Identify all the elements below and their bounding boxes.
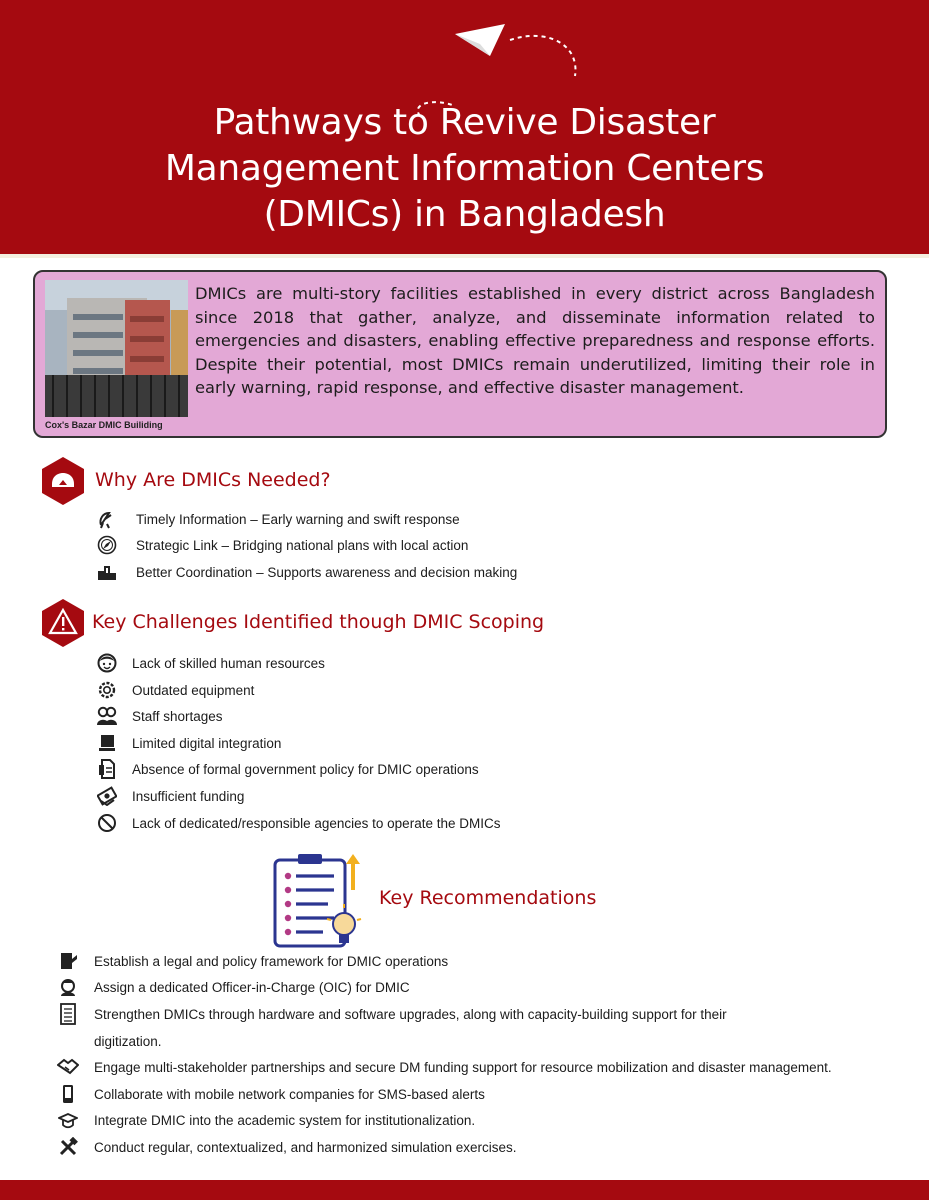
list-item (57, 1136, 516, 1158)
gear-icon (96, 679, 118, 701)
why-section-title: Why Are DMICs Needed? (95, 469, 331, 491)
header-banner (0, 0, 929, 254)
clipboard-lightbulb-icon (268, 850, 368, 950)
podium-icon (96, 561, 118, 583)
mobile-icon (57, 1083, 79, 1105)
list-item (96, 785, 244, 807)
satellite-dish-icon (96, 508, 118, 530)
intro-text: DMICs are multi-story facilities established in every district across Bangladesh since 2018 that gather, analyze, and disseminate information related to emergencies and disasters, enabling effective preparedness and response efforts. Despite their potential, most DMICs remain underutilized, limiting their role in early warning, rapid response, and effective disaster management. (195, 284, 875, 397)
photo-caption: Cox's Bazar DMIC Builiding (45, 420, 163, 430)
list-item-label: Lack of dedicated/responsible agencies to operate the DMICs (132, 815, 501, 831)
list-item-label: Better Coordination – Supports awareness and decision making (136, 564, 518, 580)
list-item (96, 561, 517, 583)
list-item (57, 1056, 832, 1078)
money-icon (96, 785, 118, 807)
graduation-icon (57, 1109, 79, 1131)
list-item (57, 1109, 475, 1131)
list-item-label: Integrate DMIC into the academic system for institutionalization. (94, 1112, 476, 1128)
list-item-label: Strengthen DMICs through hardware and software upgrades, along with capacity-building support for their (94, 1006, 727, 1022)
alert-hexagon-icon (38, 598, 88, 648)
warning-hexagon-icon (38, 456, 88, 506)
server-icon (57, 1003, 79, 1025)
list-item-label: Lack of skilled human resources (132, 655, 325, 671)
list-item-label: Conduct regular, contextualized, and harmonized simulation exercises. (94, 1139, 517, 1155)
list-item (96, 732, 281, 754)
intro-box (33, 270, 887, 438)
list-item-label: Establish a legal and policy framework for DMIC operations (94, 953, 449, 969)
officer-icon (57, 976, 79, 998)
document-pen-icon (57, 950, 79, 972)
list-item (57, 1083, 485, 1105)
document-icon (96, 758, 118, 780)
list-item-label: Staff shortages (132, 708, 223, 724)
list-item (96, 679, 254, 701)
footer-bar (0, 1180, 929, 1200)
list-item (57, 976, 410, 998)
list-item (96, 508, 460, 530)
title-line: Pathways to Revive Disaster (213, 102, 716, 143)
list-item-label: Timely Information – Early warning and swift response (136, 511, 460, 527)
title-line: Management Information Centers (164, 148, 765, 189)
list-item-label: Assign a dedicated Officer-in-Charge (OIC) for DMIC (94, 979, 410, 995)
list-item-label: digitization. (94, 1033, 162, 1049)
face-icon (96, 652, 118, 674)
list-item (96, 705, 223, 727)
list-item-label: Insufficient funding (132, 788, 245, 804)
people-icon (96, 705, 118, 727)
list-item-label: Absence of formal government policy for DMIC operations (132, 761, 479, 777)
challenges-section-title: Key Challenges Identified though DMIC Scoping (92, 611, 545, 633)
title-line: (DMICs) in Bangladesh (263, 194, 666, 235)
page-title (0, 100, 929, 238)
computer-icon (96, 732, 118, 754)
prohibited-icon (96, 812, 118, 834)
list-item-label: Limited digital integration (132, 735, 282, 751)
building-photo (45, 280, 188, 417)
tools-icon (57, 1136, 79, 1158)
list-item (96, 812, 500, 834)
list-item-label: Strategic Link – Bridging national plans with local action (136, 537, 469, 553)
compass-icon (96, 534, 118, 556)
recommendations-section-title: Key Recommendations (379, 887, 597, 909)
handshake-icon (57, 1056, 79, 1078)
list-item-label: Engage multi-stakeholder partnerships and secure DM funding support for resource mobilization and disaster management. (94, 1059, 832, 1075)
list-item (57, 1003, 727, 1025)
list-item (57, 950, 448, 972)
list-item-continuation (94, 1030, 162, 1052)
list-item (96, 652, 325, 674)
list-item-label: Outdated equipment (132, 682, 255, 698)
list-item (96, 534, 468, 556)
list-item-label: Collaborate with mobile network companies for SMS-based alerts (94, 1086, 485, 1102)
list-item (96, 758, 479, 780)
header-divider (0, 254, 929, 258)
